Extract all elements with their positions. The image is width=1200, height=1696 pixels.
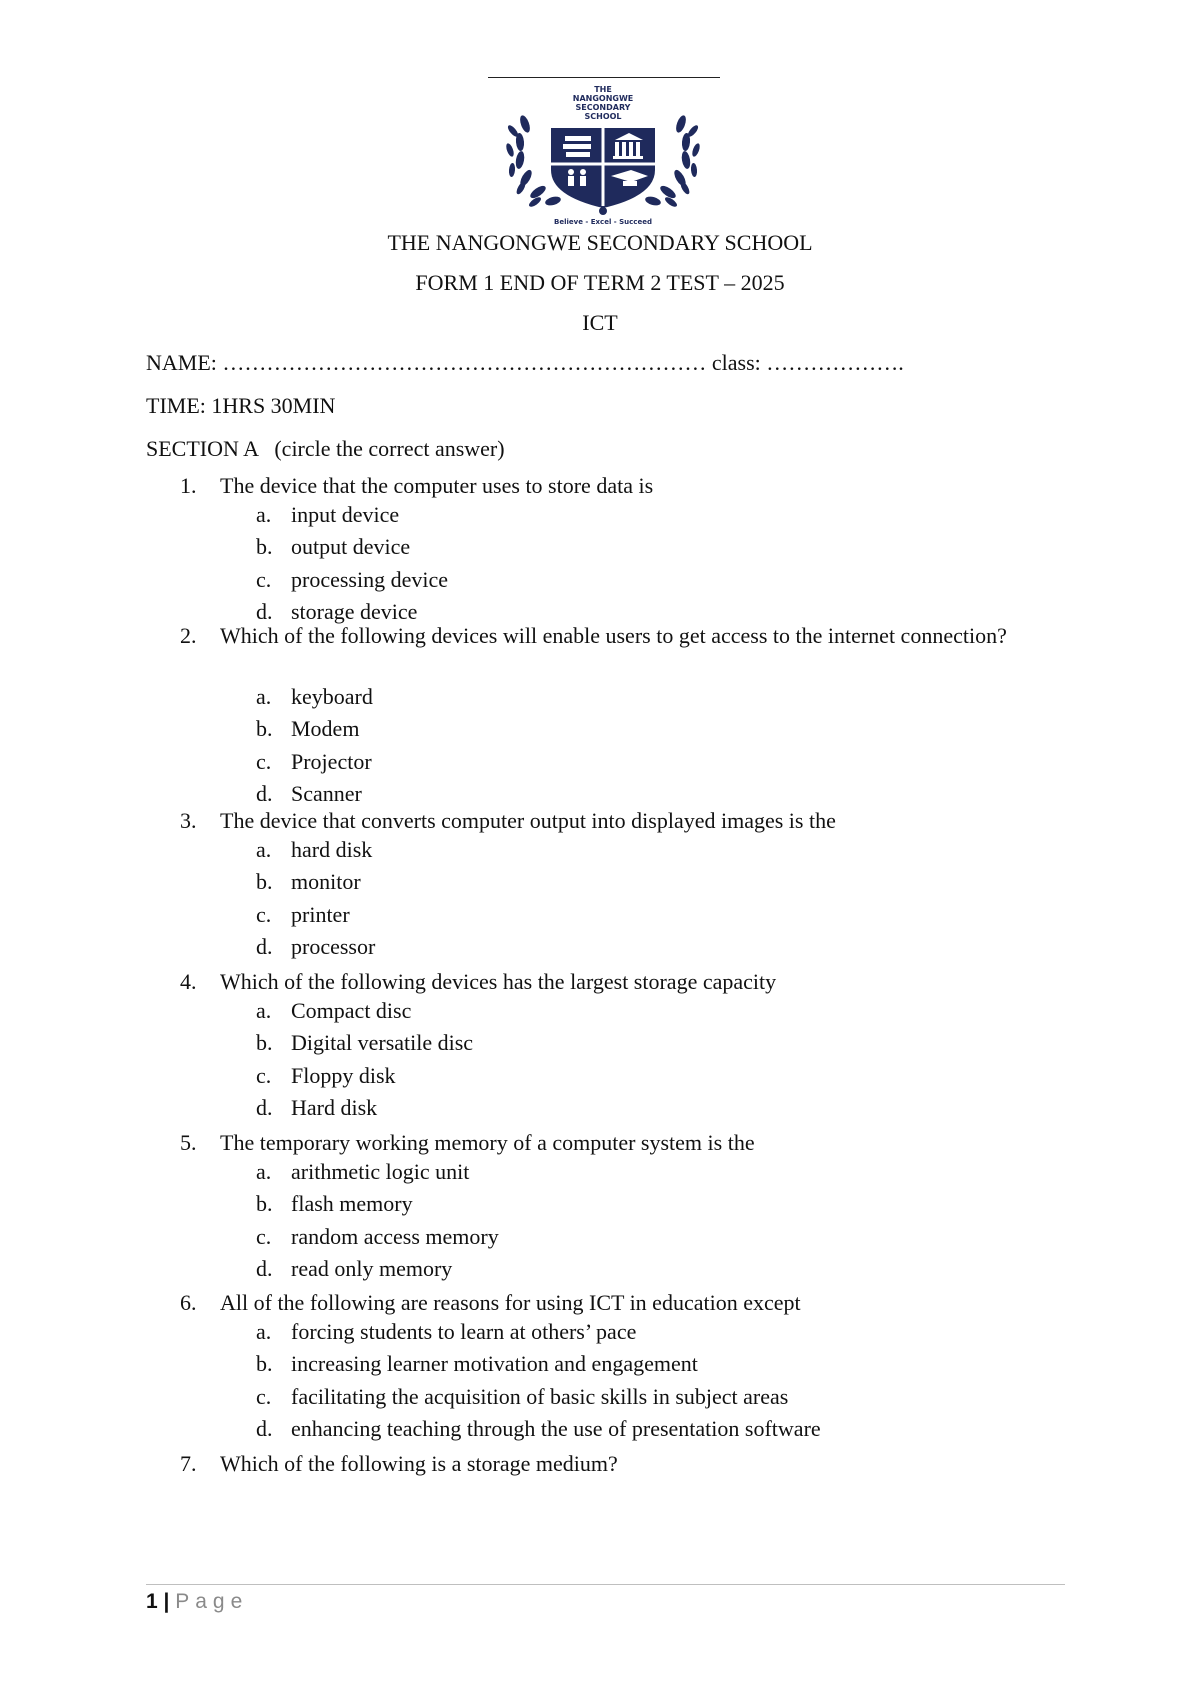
header-rule bbox=[488, 77, 720, 78]
option-text: random access memory bbox=[291, 1223, 499, 1249]
answer-option[interactable] bbox=[256, 781, 362, 807]
section-a-heading: SECTION A (circle the correct answer) bbox=[146, 436, 505, 461]
answer-option[interactable] bbox=[256, 869, 361, 895]
answer-option[interactable] bbox=[256, 1384, 788, 1410]
question-text: Which of the following devices has the largest storage capacity bbox=[220, 969, 777, 994]
option-text: processor bbox=[291, 933, 376, 959]
answer-option[interactable] bbox=[256, 1191, 413, 1217]
option-letter: c. bbox=[256, 1223, 272, 1249]
option-letter: a. bbox=[256, 502, 272, 527]
option-letter: d. bbox=[256, 598, 273, 624]
option-letter: a. bbox=[256, 684, 272, 709]
option-text: Projector bbox=[291, 748, 372, 774]
subject-title: ICT bbox=[582, 310, 618, 335]
option-letter: b. bbox=[256, 1191, 273, 1217]
option-text: forcing students to learn at others’ pace bbox=[291, 1319, 637, 1344]
question-text: Which of the following is a storage medium? bbox=[220, 1451, 618, 1476]
answer-option[interactable] bbox=[256, 684, 373, 710]
question-number: 3. bbox=[180, 808, 197, 833]
option-text: Hard disk bbox=[291, 1094, 378, 1120]
question-text: Which of the following devices will enable users to get access to the internet connection? bbox=[220, 623, 1007, 648]
answer-option[interactable] bbox=[256, 1351, 698, 1377]
option-letter: c. bbox=[256, 566, 272, 592]
option-letter: b. bbox=[256, 1351, 273, 1377]
crest-line-4: SCHOOL bbox=[584, 112, 622, 121]
answer-option[interactable] bbox=[256, 716, 359, 742]
option-text: storage device bbox=[291, 598, 418, 624]
option-text: Scanner bbox=[291, 780, 362, 806]
option-letter: d. bbox=[256, 1415, 273, 1441]
answer-option[interactable] bbox=[256, 934, 375, 960]
option-text: enhancing teaching through the use of presentation software bbox=[291, 1415, 821, 1441]
answer-option[interactable] bbox=[256, 1224, 499, 1250]
option-text: Floppy disk bbox=[291, 1062, 396, 1088]
option-text: keyboard bbox=[291, 684, 373, 709]
answer-option[interactable] bbox=[256, 1416, 821, 1442]
answer-option[interactable] bbox=[256, 1063, 396, 1089]
crest-motto: Believe - Excel - Succeed bbox=[554, 218, 652, 226]
option-letter: d. bbox=[256, 1094, 273, 1120]
footer-rule bbox=[146, 1584, 1065, 1585]
answer-option[interactable] bbox=[256, 1256, 452, 1282]
crest-line-1: THE bbox=[594, 85, 612, 94]
question-number: 7. bbox=[180, 1451, 197, 1476]
option-text: Compact disc bbox=[291, 998, 412, 1023]
option-text: processing device bbox=[291, 566, 448, 592]
question-number: 2. bbox=[180, 623, 197, 648]
answer-option[interactable] bbox=[256, 1095, 377, 1121]
crest-line-3: SECONDARY bbox=[575, 103, 631, 112]
question-number: 1. bbox=[180, 473, 197, 498]
test-title: FORM 1 END OF TERM 2 TEST – 2025 bbox=[415, 270, 785, 295]
school-crest-logo bbox=[503, 84, 703, 229]
option-text: flash memory bbox=[291, 1191, 413, 1217]
answer-option[interactable] bbox=[256, 1319, 636, 1345]
page-footer bbox=[146, 1590, 248, 1614]
page-number: 1 bbox=[146, 1590, 158, 1613]
question-1 bbox=[180, 470, 1065, 501]
answer-option[interactable] bbox=[256, 749, 372, 775]
answer-option[interactable] bbox=[256, 837, 372, 863]
option-letter: b. bbox=[256, 534, 273, 560]
option-text: facilitating the acquisition of basic skills in subject areas bbox=[291, 1383, 789, 1409]
question-number: 5. bbox=[180, 1130, 197, 1155]
option-letter: a. bbox=[256, 1159, 272, 1184]
answer-option[interactable] bbox=[256, 998, 411, 1024]
option-text: read only memory bbox=[291, 1255, 453, 1281]
option-text: Digital versatile disc bbox=[291, 1030, 474, 1056]
option-text: monitor bbox=[291, 869, 361, 895]
option-text: printer bbox=[291, 901, 350, 927]
option-letter: a. bbox=[256, 998, 272, 1023]
option-text: increasing learner motivation and engagement bbox=[291, 1351, 698, 1377]
option-letter: a. bbox=[256, 1319, 272, 1344]
option-letter: c. bbox=[256, 901, 272, 927]
page-label: Page bbox=[175, 1590, 249, 1613]
question-7 bbox=[180, 1448, 1065, 1479]
crest-line-2: NANGONGWE bbox=[572, 94, 634, 103]
answer-option[interactable] bbox=[256, 902, 350, 928]
question-6 bbox=[180, 1287, 1065, 1318]
question-text: All of the following are reasons for using ICT in education except bbox=[220, 1290, 801, 1315]
answer-option[interactable] bbox=[256, 567, 448, 593]
question-2 bbox=[180, 620, 1065, 651]
option-letter: c. bbox=[256, 748, 272, 774]
question-text: The temporary working memory of a computer system is the bbox=[220, 1130, 755, 1155]
question-number: 4. bbox=[180, 969, 197, 994]
answer-option[interactable] bbox=[256, 534, 410, 560]
option-letter: b. bbox=[256, 1030, 273, 1056]
school-name: THE NANGONGWE SECONDARY SCHOOL bbox=[387, 230, 813, 255]
books-icon bbox=[563, 136, 591, 157]
option-letter: c. bbox=[256, 1062, 272, 1088]
question-3 bbox=[180, 805, 1065, 836]
option-text: Modem bbox=[291, 716, 360, 742]
question-5 bbox=[180, 1127, 1065, 1158]
option-text: arithmetic logic unit bbox=[291, 1159, 470, 1184]
page-separator: | bbox=[157, 1590, 176, 1613]
answer-option[interactable] bbox=[256, 1159, 469, 1185]
name-class-field[interactable]: NAME: ………………………………………………………… class: ………………. bbox=[146, 350, 904, 375]
question-number: 6. bbox=[180, 1290, 197, 1315]
question-4 bbox=[180, 966, 1065, 997]
option-letter: b. bbox=[256, 716, 273, 742]
question-text: The device that the computer uses to store data is bbox=[220, 473, 654, 498]
answer-option[interactable] bbox=[256, 502, 399, 528]
option-letter: d. bbox=[256, 1255, 273, 1281]
option-letter: d. bbox=[256, 780, 273, 806]
question-text: The device that converts computer output into displayed images is the bbox=[220, 808, 836, 833]
option-letter: c. bbox=[256, 1383, 272, 1409]
option-letter: a. bbox=[256, 837, 272, 862]
option-text: hard disk bbox=[291, 837, 373, 862]
answer-option[interactable] bbox=[256, 1030, 473, 1056]
time-allowed: TIME: 1HRS 30MIN bbox=[146, 393, 336, 418]
option-letter: d. bbox=[256, 933, 273, 959]
option-text: output device bbox=[291, 534, 411, 560]
option-text: input device bbox=[291, 502, 400, 527]
option-letter: b. bbox=[256, 869, 273, 895]
